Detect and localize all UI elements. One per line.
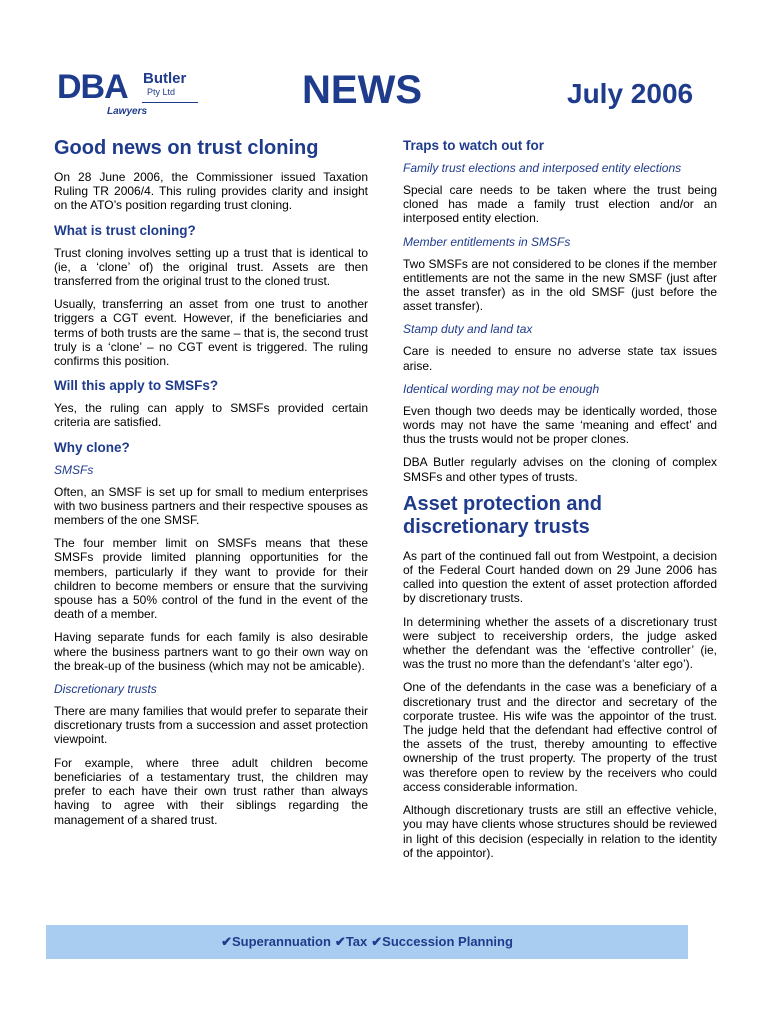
company-logo xyxy=(57,70,199,118)
checkmark-icon: ✔ xyxy=(334,934,346,949)
subheading-identical-wording: Identical wording may not be enough xyxy=(403,381,600,396)
article-title: Good news on trust cloning xyxy=(54,137,319,159)
heading-asset-protection: Asset protection and discretionary trusts xyxy=(403,492,602,538)
checkmark-icon: ✔ xyxy=(221,934,232,949)
paragraph: The four member limit on SMSFs means that these SMSFs provide limited planning opportunities for the members, particularly if they want to provide for their children to become members or ensure that the surviving spouse has a 50% control of the fund in the event of the death of a member. xyxy=(54,536,368,622)
logo-pty: Pty Ltd xyxy=(147,87,176,97)
heading-traps: Traps to watch out for xyxy=(403,138,545,153)
paragraph: Care is needed to ensure no adverse state tax issues arise. xyxy=(403,344,717,373)
paragraph: Having separate funds for each family is also desirable where the business partners want to go their own way on the break-up of the business (which may not be amicable). xyxy=(54,630,368,673)
paragraph: Trust cloning involves setting up a trust that is identical to (ie, a ‘clone’ of) the original trust. Assets are then transferred from the original trust to the cloned trust. xyxy=(54,245,368,289)
issue-date: July 2006 xyxy=(567,78,694,109)
paragraph: For example, where three adult children become beneficiaries of a testamentary trust, the children may prefer to each have their own trust rather than always having to agree with their siblings regarding the management of a shared trust. xyxy=(54,755,368,827)
subheading-discretionary-trusts: Discretionary trusts xyxy=(54,682,157,697)
paragraph: Usually, transferring an asset from one trust to another triggers a CGT event. However, if the beneficiaries and terms of both trusts are the same – that is, the second trust truly is a ‘clone’ – no CGT event is triggered. The ruling confirms this position. xyxy=(54,297,368,369)
subheading-stamp-duty: Stamp duty and land tax xyxy=(403,322,533,337)
heading-smsfs: Will this apply to SMSFs? xyxy=(54,378,219,394)
logo-lawyers: Lawyers xyxy=(107,106,148,117)
paragraph: In determining whether the assets of a discretionary trust were subject to receivership orders, the judge asked whether the defendant was the ‘effective controller’ (ie, was the trust no more than the defendant’s ‘alter ego’). xyxy=(403,614,717,672)
right-column xyxy=(403,136,717,869)
heading-what-is-cloning: What is trust cloning? xyxy=(54,222,196,238)
paragraph: Although discretionary trusts are still an effective vehicle, you may have clients whose structures should be reviewed in light of this decision (especially in relation to the identity of the appointor). xyxy=(403,803,717,860)
paragraph: Often, an SMSF is set up for small to medium enterprises with two business partners and their respective spouses as members of the one SMSF. xyxy=(54,484,368,528)
logo-divider xyxy=(142,102,198,103)
subheading-family-trust: Family trust elections and interposed entity elections xyxy=(403,161,682,175)
footer-item xyxy=(221,934,331,950)
logo-butler: Butler xyxy=(143,70,187,87)
heading-why-clone: Why clone? xyxy=(54,439,130,455)
logo-dba: DBA xyxy=(57,68,128,106)
paragraph: Special care needs to be taken where the trust being cloned has made a family trust election and/or an interposed entity election. xyxy=(403,183,717,226)
left-column xyxy=(54,136,368,836)
newsletter-title: NEWS xyxy=(302,68,422,112)
footer-item-label: Succession Planning xyxy=(382,934,513,949)
footer-item xyxy=(335,934,367,950)
paragraph: Yes, the ruling can apply to SMSFs provided certain criteria are satisfied. xyxy=(54,401,368,430)
footer-item xyxy=(371,934,513,950)
paragraph: There are many families that would prefer to separate their discretionary trusts from a succession and asset protection viewpoint. xyxy=(54,704,368,747)
footer-item-label: Superannuation xyxy=(231,934,331,949)
subheading-member-entitlements: Member entitlements in SMSFs xyxy=(403,234,571,249)
subheading-smsfs: SMSFs xyxy=(54,462,94,477)
footer-services-bar xyxy=(46,925,688,959)
paragraph: DBA Butler regularly advises on the cloning of complex SMSFs and other types of trusts. xyxy=(403,455,717,484)
paragraph: Two SMSFs are not considered to be clones if the member entitlements are not the same in the new SMSF (just after the asset transfer) as in the old SMSF (just before the asset transfer). xyxy=(403,256,717,314)
paragraph: Even though two deeds may be identically worded, those words may not have the same ‘meaning and effect’ and thus the trusts would not be proper clones. xyxy=(403,403,717,447)
checkmark-icon: ✔ xyxy=(371,934,383,949)
footer-item-label: Tax xyxy=(345,934,368,949)
intro-paragraph: On 28 June 2006, the Commissioner issued Taxation Ruling TR 2006/4. This ruling provides clarity and insight on the ATO’s position regarding trust cloning. xyxy=(54,170,368,213)
paragraph: One of the defendants in the case was a beneficiary of a discretionary trust and the director and secretary of the corporate trustee. His wife was the appointor of the trust. The judge held that the defendant had effective control of the assets of the trust, thereby amounting to effective ownership of the trust property. The property of the trust was therefore open to review by the receivers who could access considerable information. xyxy=(403,680,717,794)
paragraph: As part of the continued fall out from Westpoint, a decision of the Federal Court handed down on 29 June 2006 has called into question the extent of asset protection afforded by discretionary trusts. xyxy=(403,548,717,606)
